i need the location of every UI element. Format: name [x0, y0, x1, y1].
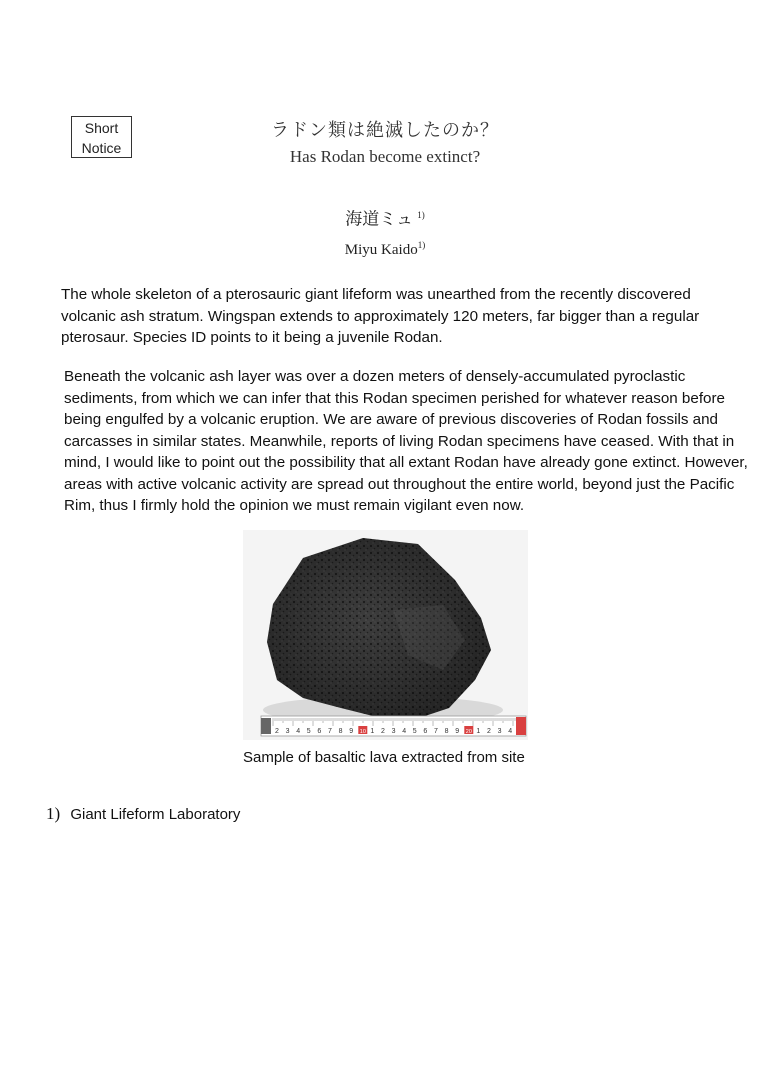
ruler-label: 3	[497, 728, 502, 735]
ruler-label: 4	[508, 728, 513, 735]
ruler-label: 20	[465, 729, 472, 735]
title-english: Has Rodan become extinct?	[289, 147, 481, 166]
title-japanese: ラドン類は絶滅したのか？	[271, 120, 499, 140]
author-english	[230, 233, 540, 262]
affiliation-footnote	[46, 803, 240, 826]
author-japanese	[230, 202, 540, 233]
ruler-label: 7	[328, 728, 332, 735]
ruler-label: 4	[296, 728, 301, 735]
ruler-label: 6	[423, 728, 428, 735]
author-info	[230, 202, 540, 262]
notice-line-1: Short	[84, 120, 119, 136]
ruler-label: 9	[455, 728, 460, 735]
ruler-label: 2	[381, 728, 385, 735]
short-notice-label	[71, 116, 132, 158]
lava-sample-photo	[243, 530, 528, 740]
author-english-name: Miyu Kaido	[344, 241, 418, 258]
ruler-labels	[275, 726, 512, 735]
ruler-label: 6	[317, 728, 322, 735]
ruler-label: 3	[285, 728, 290, 735]
ruler-label: 7	[434, 728, 438, 735]
lava-rock-illustration	[243, 530, 528, 740]
author-japanese-affiliation-mark: 1)	[417, 210, 425, 220]
footnote-mark: 1)	[46, 804, 61, 823]
body-paragraph-2: Beneath the volcanic ash layer was over a dozen meters of densely-accumulated pyroclastic sediments, from which we can infer that this Rodan specimen perished for whatever reason before being engulfed by a volcanic eruption. We are aware of previous discoveries of Rodan fossils and carcasses in similar states. Meanwhile, reports of living Rodan specimens have ceased. With that in mind, I would like to point out the possibility that all extant Rodan have already gone extinct. However, areas with active volcanic activity are spread out throughout the entire world, beyond just the Pacific Rim, thus I firmly hold the opinion we must remain vigilant even now.	[64, 368, 748, 514]
body-paragraph-1: The whole skeleton of a pterosauric giant lifeform was unearthed from the recently discovered volcanic ash stratum. Wingspan extends to approximately 120 meters, far bigger than a regular pterosaur. Species ID points to it being a juvenile Rodan.	[61, 286, 700, 346]
ruler-label: 5	[306, 728, 311, 735]
ruler-label: 8	[338, 728, 343, 735]
ruler-label: 3	[391, 728, 396, 735]
ruler-label: 1	[476, 728, 481, 735]
footnote-text: Giant Lifeform Laboratory	[70, 806, 241, 823]
ruler-label: 4	[402, 728, 407, 735]
ruler-label: 8	[444, 728, 449, 735]
notice-line-2: Notice	[81, 140, 122, 156]
ruler-label: 2	[487, 728, 491, 735]
ruler-label: 9	[349, 728, 354, 735]
ruler-label: 5	[412, 728, 417, 735]
ruler-label: 1	[370, 728, 375, 735]
paper-title	[230, 116, 540, 170]
ruler-label: 10	[359, 729, 366, 735]
author-english-affiliation-mark: 1)	[417, 239, 426, 250]
ruler-label: 2	[275, 728, 279, 735]
figure-caption: Sample of basaltic lava extracted from site	[243, 749, 525, 766]
author-japanese-name: 海道ミュ	[345, 209, 413, 229]
